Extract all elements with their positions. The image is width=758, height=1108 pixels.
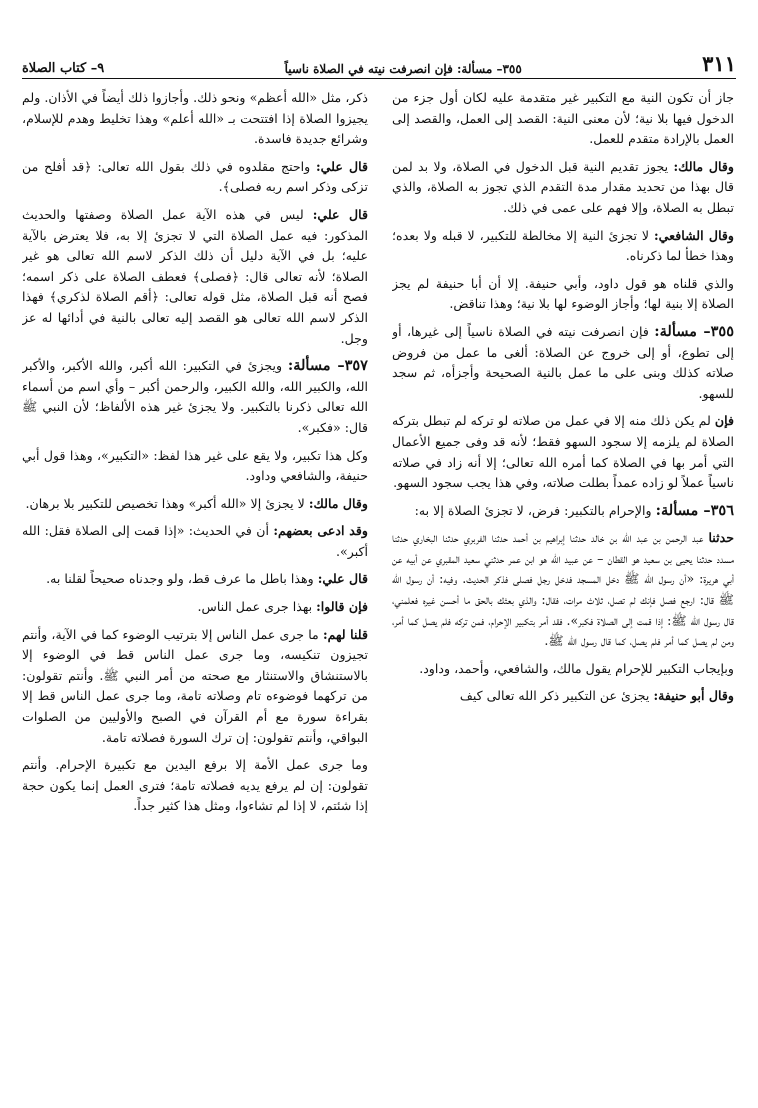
paragraph: فإن قالوا: بهذا جرى عمل الناس. xyxy=(197,599,368,615)
paragraph: ذكر، مثل «الله أعظم» ونحو ذلك. وأجازوا ذلك أيضاً في الأذان. ولم يجيزوا الصلاة إذا افتتحت بـ «الله أعلم» وهذا تخليط وهدم للإسلام، وشرائع جديدة فاسدة. xyxy=(22,90,368,147)
paragraph: والذي قلناه هو قول داود، وأبي حنيفة. إلا أن أبا حنيفة لم يجز الصلاة إلا بنية لها؛ وأجاز الوضوء لها بلا نية؛ وهذا تناقض. xyxy=(392,275,734,312)
paragraph: قال علي: وهذا باطل ما عرف قط، ولو وجدناه صحيحاً لقلنا به. xyxy=(46,571,368,587)
paragraph: وقال مالك: يجوز تقديم النية قبل الدخول في الصلاة، ولا بد لمن قال بهذا من تحديد مقدار مدة التقدم الذي تجوز به الصلاة، والذي تبطل به الصلاة، وإلا فهم على عمى في ذلك. xyxy=(392,158,734,215)
paragraph: قال علي: واحتج مقلدوه في ذلك بقول الله تعالى: ﴿قد أفلح من تزكى وذكر اسم ربه فصلى﴾. xyxy=(22,158,368,195)
right-column xyxy=(392,88,734,1088)
paragraph: وقال مالك: لا يجزئ إلا «الله أكبر» وهذا تخصيص للتكبير بلا برهان. xyxy=(25,495,368,511)
paragraph: قال علي: ليس في هذه الآية عمل الصلاة وصفتها والحديث المذكور: فيه عمل الصلاة التي لا تجزئ إلا به، فلا يعترض بالآية عليه؛ بل في الآية دليل أن ذلك الذكر لاسم الله تعالى هو غير الصلاة؛ لأنه تعالى قال: ﴿فصلى﴾ فعطف الصلاة على ذكر اسمه؛ فصح أنه قبل الصلاة، مثل قوله تعالى: ﴿أقم الصلاة لذكري﴾ فهذا الذكر لاسم الله تعالى هو القصد إليه تعالى بالنية في أدائها له عز وجل. xyxy=(22,206,368,346)
paragraph: قلنا لهم: ما جرى عمل الناس إلا بترتيب الوضوء كما في الآية، وأنتم تجيزون تنكيسه، وما جرى عمل الناس قط في الوضوء إلا بالاستنشاق والاستنثار مع صحته من أمر النبي ﷺ. وأنتم تقولون: من تركهما فوضوءه تام وصلاته تامة، وما جرى عمل الناس قط إلا بقراءة سورة مع أم القرآن في الصبح والأوليين من الصلوات البواقي، وأنتم تقولون: إن ترك السورة فصلاته تامة. xyxy=(22,626,368,745)
paragraph: وبإيجاب التكبير للإحرام يقول مالك، والشافعي، وأحمد، وداود. xyxy=(419,660,734,676)
header-divider xyxy=(22,78,736,79)
book-title: ٩– كتاب الصلاة xyxy=(22,61,105,76)
hadith-paragraph: حدثنا عبد الرحمن بن عبد الله بن خالد حدثنا إبراهيم بن أحمد حدثنا الفربري حدثنا البخاري حدثنا مسدد حدثنا يحيى بن سعيد هو القطان – عن عبيد الله هو ابن عمر حدثني سعيد المقبري عن أبيه عن أبي هريرة: «أن رسول الله ﷺ دخل المسجد فدخل رجل فصلى فذكر الحديث. وفيه: أن رسول الله ﷺ قال: ارجع فصل فإنك لم تصل، ثلاث مرات، فقال: والذي بعثك بالحق ما أحسن غيره فعلمني، قال رسول الله ﷺ: إذا قمت إلى الصلاة فكبر». فقد أمر بتكبير الإحرام، فمن تركه فلم يصل كما أمر، ومن لم يصل كما أمر فلم يصل، كما قال رسول الله ﷺ. xyxy=(392,530,734,649)
paragraph: جاز أن تكون النية مع التكبير غير متقدمة عليه لكان أول جزء من الدخول فيها بلا نية؛ لأن معنى النية: القصد إلى العمل، والقصد إلى العمل بالإرادة متقدم للعمل. xyxy=(392,90,734,147)
issue-357: ٣٥٧– مسألة: ويجزئ في التكبير: الله أكبر، والله الأكبر، والأكبر الله، والكبير الله، والله الكبير، والرحمن أكبر – وأي اسم من أسماء الله تعالى ذكرنا بالتكبير. ولا يجزئ غير هذه الألفاظ؛ لأن النبي ﷺ قال: «فكبر». xyxy=(22,357,368,435)
paragraph: فإن لم يكن ذلك منه إلا في عمل من صلاته لو تركه لم تبطل بتركه الصلاة لم يلزمه إلا سجود السهو فقط؛ لأنه قد وفى جميع الأعمال التي أمر بها في الصلاة كما أمره الله تعالى؛ إلا أنه زاد في صلاته ناسياً عملاً لو زاده عمداً بطلت صلاته، وفي هذا يجب سجود السهو. xyxy=(392,413,734,491)
page-header xyxy=(22,42,736,76)
issue-356: ٣٥٦– مسألة: والإحرام بالتكبير: فرض، لا تجزئ الصلاة إلا به: xyxy=(414,501,734,519)
page-number: ٣١١ xyxy=(702,51,736,76)
running-title: ٣٥٥– مسألة: فإن انصرفت نيته في الصلاة ناسياً xyxy=(284,62,522,76)
paragraph: وقال الشافعي: لا تجزئ النية إلا مخالطة للتكبير، لا قبله ولا بعده؛ وهذا خطأ لما ذكرناه. xyxy=(392,227,734,264)
paragraph: وقال أبو حنيفة: يجزئ عن التكبير ذكر الله تعالى كيف xyxy=(459,688,734,704)
paragraph: وكل هذا تكبير، ولا يقع على غير هذا لفظ: «التكبير»، وهذا قول أبي حنيفة، والشافعي وداود. xyxy=(22,447,368,484)
issue-355: ٣٥٥– مسألة: فإن انصرفت نيته في الصلاة ناسياً إلى غيرها، أو إلى تطوع، أو إلى خروج عن الصلاة: ألغى ما عمل من فروض صلاته كذلك وبنى على ما عمل بالنية الصحيحة وأجزأه، ثم سجد للسهو. xyxy=(392,322,734,401)
paragraph: وقد ادعى بعضهم: أن في الحديث: «إذا قمت إلى الصلاة فقل: الله أكبر». xyxy=(22,523,368,559)
left-column xyxy=(22,88,368,1088)
paragraph: وما جرى عمل الأمة إلا برفع اليدين مع تكبيرة الإحرام. وأنتم تقولون: إن لم يرفع يديه فصلاته تامة؛ فترى العمل إنما يكون حجة إذا شئتم، لا إذا لم تشاءوا، ومثل هذا كثير جداً. xyxy=(22,757,368,814)
